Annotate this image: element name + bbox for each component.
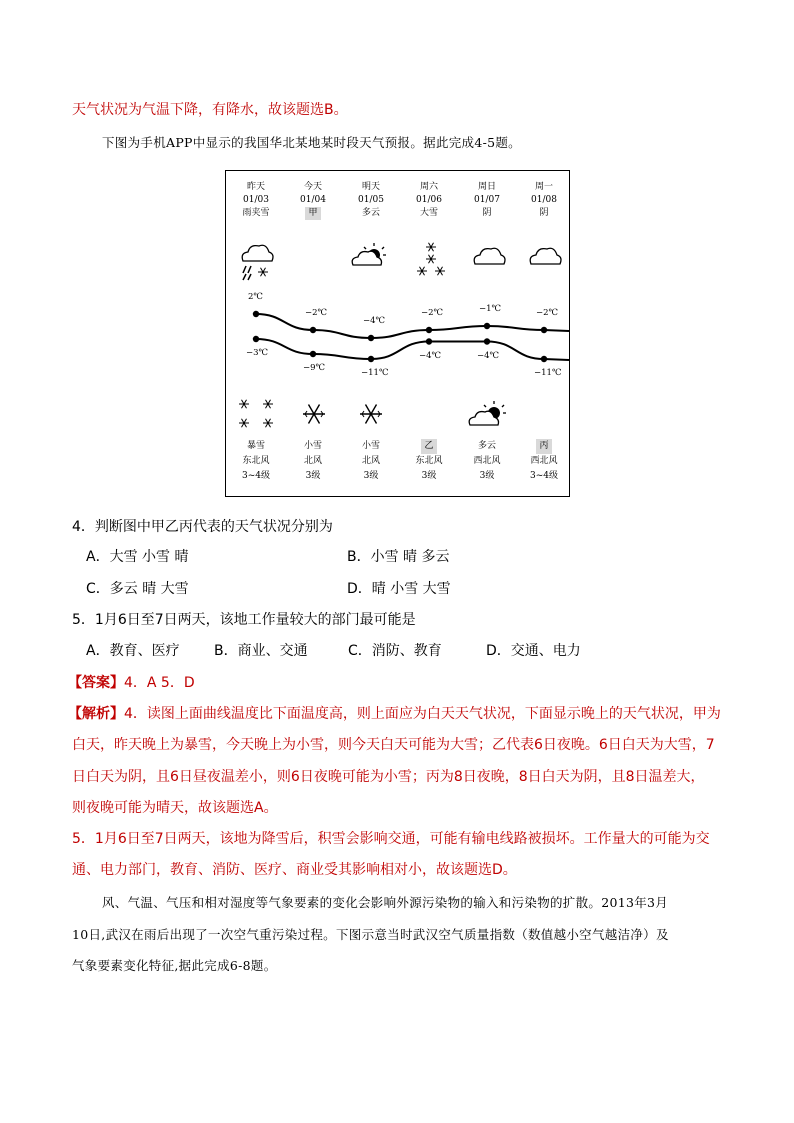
partly-cloudy-icon bbox=[469, 401, 506, 425]
forecast-day-header bbox=[228, 181, 284, 220]
forecast-wind: 北风 bbox=[303, 456, 322, 466]
forecast-night: 小雪 bbox=[361, 441, 380, 451]
q5-option-d[interactable]: D．交通、电力 bbox=[486, 643, 581, 659]
high-temp-curve-point bbox=[368, 335, 374, 341]
q5-option-b[interactable]: B．商业、交通 bbox=[214, 643, 308, 659]
low-temp-label: −3℃ bbox=[246, 348, 269, 358]
forecast-date: 01/07 bbox=[474, 195, 500, 205]
forecast-level: 3级 bbox=[363, 471, 379, 481]
low-temp-label: −4℃ bbox=[419, 350, 442, 361]
forecast-wind: 东北风 bbox=[415, 456, 443, 466]
forecast-day-header bbox=[459, 181, 515, 220]
low-temp-curve-point bbox=[484, 338, 490, 344]
low-temp-curve-point bbox=[310, 351, 316, 357]
forecast-wind: 西北风 bbox=[473, 456, 501, 466]
intro-6-8-line-3: 气象要素变化特征,据此完成6-8题。 bbox=[72, 958, 277, 973]
forecast-level: 3级 bbox=[479, 471, 495, 481]
overcast-icon bbox=[530, 248, 561, 264]
high-temp-label: −4℃ bbox=[363, 316, 386, 326]
weather-forecast-figure bbox=[225, 170, 570, 497]
light-snow-icon bbox=[360, 405, 382, 424]
forecast-day: 昨天 bbox=[246, 182, 265, 192]
question-4-stem: 4．判断图中甲乙丙代表的天气状况分别为 bbox=[72, 519, 333, 535]
forecast-wind: 北风 bbox=[361, 456, 380, 466]
forecast-night: 暴雪 bbox=[246, 441, 265, 451]
forecast-date: 01/05 bbox=[358, 195, 384, 205]
light-snow-icon bbox=[303, 405, 325, 424]
high-temp-curve-point bbox=[310, 327, 316, 333]
weather-placeholder-bing: 丙 bbox=[536, 439, 551, 454]
forecast-weather: 阴 bbox=[539, 208, 549, 218]
low-temp-label: −4℃ bbox=[477, 350, 500, 361]
q4-option-b[interactable]: B．小雪 晴 多云 bbox=[347, 549, 450, 565]
high-temp-curve-point bbox=[484, 323, 490, 329]
q4-option-a[interactable]: A．大雪 小雪 晴 bbox=[86, 549, 189, 565]
analysis-line-3: 日白天为阴，且6日昼夜温差小，则6日夜晚可能为小雪；丙为8日夜晚，8日白天为阴，且8日温差大， bbox=[72, 769, 705, 785]
answer-line bbox=[68, 673, 195, 693]
forecast-level: 3级 bbox=[305, 471, 321, 481]
forecast-day: 今天 bbox=[303, 182, 322, 192]
high-temp-label: −2℃ bbox=[421, 308, 444, 318]
forecast-day: 周一 bbox=[534, 182, 553, 192]
forecast-night bbox=[516, 439, 572, 454]
forecast-weather: 大雪 bbox=[419, 208, 438, 218]
forecast-level: 3~4级 bbox=[530, 471, 558, 481]
analysis-line-2: 白天，昨天晚上为暴雪，今天晚上为小雪，则今天白天可能为大雪；乙代表6日夜晚。6日白天为大雪，7 bbox=[72, 737, 715, 753]
q4-option-d[interactable]: D．晴 小雪 大雪 bbox=[347, 581, 451, 597]
high-temp-label: −2℃ bbox=[536, 308, 559, 318]
answer-tag: 【答案】 bbox=[68, 675, 124, 691]
intro-questions-4-5: 下图为手机APP中显示的我国华北某地某时段天气预报。据此完成4-5题。 bbox=[102, 135, 521, 150]
forecast-day: 周日 bbox=[477, 182, 496, 192]
q5-option-a[interactable]: A．教育、医疗 bbox=[86, 643, 180, 659]
question-5-stem: 5．1月6日至7日两天，该地工作量较大的部门最可能是 bbox=[72, 612, 416, 628]
forecast-date: 01/08 bbox=[531, 195, 557, 205]
low-temp-curve-point bbox=[541, 356, 547, 362]
forecast-night-footer bbox=[459, 439, 515, 484]
high-temp-curve-point bbox=[541, 327, 547, 333]
forecast-night-footer bbox=[401, 439, 457, 484]
weather-placeholder-jia: 甲 bbox=[305, 207, 320, 220]
high-temp-curve-point bbox=[253, 311, 259, 317]
partly-cloudy-icon bbox=[352, 243, 386, 265]
sleet-icon bbox=[242, 245, 273, 280]
weather-placeholder-yi: 乙 bbox=[421, 439, 436, 454]
analysis-line-4: 则夜晚可能为晴天，故该题选A。 bbox=[72, 800, 278, 816]
intro-6-8-line-2: 10日,武汉在雨后出现了一次空气重污染过程。下图示意当时武汉空气质量指数（数值越小空气越洁净）及 bbox=[72, 927, 669, 942]
forecast-weather: 多云 bbox=[361, 208, 380, 218]
forecast-day-header bbox=[516, 181, 572, 220]
analysis-text-1: 4．读图上面曲线温度比下面温度高，则上面应为白天天气状况，下面显示晚上的天气状况，甲为 bbox=[124, 706, 721, 722]
q5-option-c[interactable]: C．消防、教育 bbox=[348, 643, 442, 659]
low-temp-label: −11℃ bbox=[361, 368, 389, 378]
forecast-wind: 东北风 bbox=[242, 456, 270, 466]
forecast-day: 明天 bbox=[361, 182, 380, 192]
previous-answer-tail: 天气状况为气温下降，有降水，故该题选B。 bbox=[72, 102, 348, 118]
forecast-level: 3级 bbox=[421, 471, 437, 481]
forecast-day-header bbox=[285, 181, 341, 220]
intro-6-8-line-1: 风、气温、气压和相对湿度等气象要素的变化会影响外源污染物的输入和污染物的扩散。2013年3月 bbox=[102, 895, 669, 910]
forecast-weather: 阴 bbox=[482, 208, 492, 218]
high-temp-label: −2℃ bbox=[305, 308, 328, 318]
low-temp-label: −11℃ bbox=[534, 368, 562, 378]
analysis-tag: 【解析】 bbox=[68, 706, 124, 722]
forecast-weather bbox=[285, 207, 341, 220]
blizzard-icon bbox=[239, 400, 273, 428]
forecast-date: 01/03 bbox=[243, 195, 269, 205]
high-temp-curve-point bbox=[426, 327, 432, 333]
forecast-night bbox=[401, 439, 457, 454]
q4-option-c[interactable]: C．多云 晴 大雪 bbox=[86, 581, 189, 597]
heavy-snow-icon bbox=[417, 243, 445, 276]
forecast-date: 01/04 bbox=[300, 195, 326, 205]
forecast-night-footer bbox=[228, 439, 284, 484]
high-temp-label: 2℃ bbox=[248, 292, 263, 302]
analysis-line-5: 5．1月6日至7日两天，该地为降雪后，积雪会影响交通，可能有输电线路被损坏。工作量大的可能为交 bbox=[72, 831, 710, 847]
forecast-night-footer bbox=[285, 439, 341, 484]
overcast-icon bbox=[474, 248, 505, 264]
low-temp-curve-point bbox=[253, 336, 259, 342]
low-temp-label: −9℃ bbox=[303, 363, 326, 373]
forecast-day-header bbox=[343, 181, 399, 220]
answer-text: 4．A 5．D bbox=[124, 675, 195, 691]
high-temp-label: −1℃ bbox=[479, 304, 502, 314]
forecast-date: 01/06 bbox=[416, 195, 442, 205]
forecast-night: 多云 bbox=[477, 441, 496, 451]
forecast-night-footer bbox=[343, 439, 399, 484]
low-temp-curve-point bbox=[368, 356, 374, 362]
forecast-level: 3~4级 bbox=[242, 471, 270, 481]
forecast-day-header bbox=[401, 181, 457, 220]
forecast-night: 小雪 bbox=[303, 441, 322, 451]
low-temp-curve bbox=[256, 339, 569, 360]
forecast-day: 周六 bbox=[419, 182, 438, 192]
low-temp-curve-point bbox=[426, 338, 432, 344]
analysis-line-1 bbox=[68, 704, 721, 724]
forecast-wind: 西北风 bbox=[530, 456, 558, 466]
forecast-night-footer bbox=[516, 439, 572, 484]
analysis-line-6: 通、电力部门，教育、消防、医疗、商业受其影响相对小，故该题选D。 bbox=[72, 862, 517, 878]
forecast-weather: 雨夹雪 bbox=[242, 208, 270, 218]
high-temp-curve bbox=[256, 314, 569, 338]
